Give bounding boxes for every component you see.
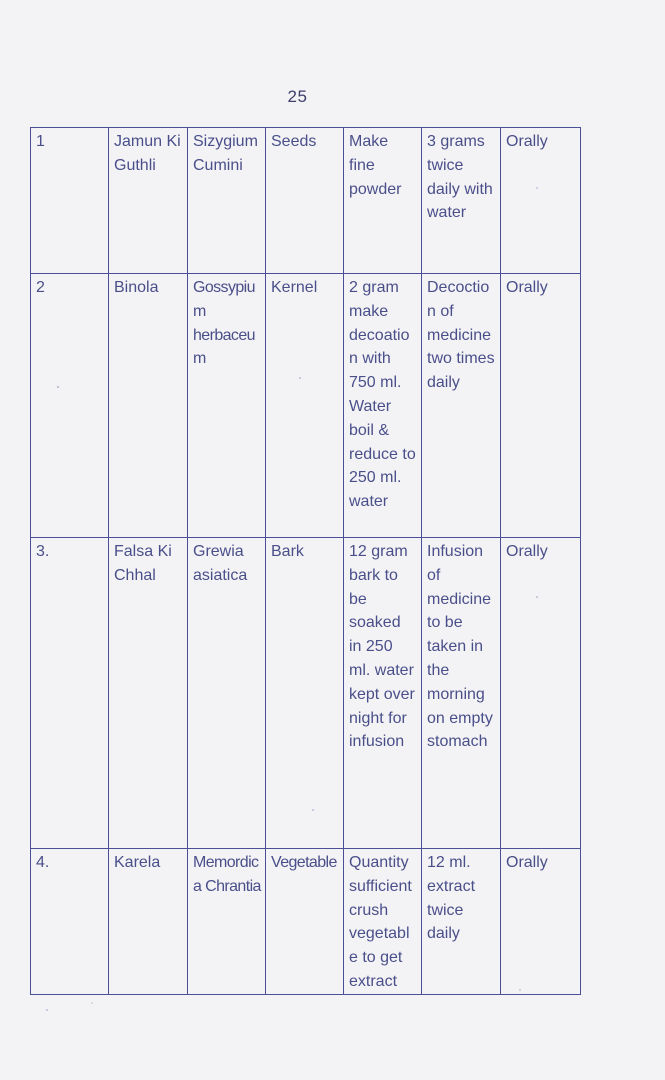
route-cell: Orally: [501, 538, 581, 849]
botanical-name-cell: Gossypium herbaceum: [188, 274, 266, 538]
dosage-cell: Decoction of medicine two times daily: [422, 274, 501, 538]
preparation-cell: Make fine powder: [344, 128, 422, 274]
local-name-cell: Jamun Ki Guthli: [109, 128, 188, 274]
table-row: [31, 849, 581, 995]
serial-number-cell: 2: [31, 274, 109, 538]
dosage-cell: 12 ml. extract twice daily: [422, 849, 501, 995]
botanical-name-cell: Memordica Chrantia: [188, 849, 266, 995]
botanical-name-cell: Sizygium Cumini: [188, 128, 266, 274]
serial-number-cell: 3.: [31, 538, 109, 849]
local-name-cell: Karela: [109, 849, 188, 995]
part-used-cell: Kernel: [266, 274, 344, 538]
dosage-cell: Infusion of medicine to be taken in the morning on empty stomach: [422, 538, 501, 849]
part-used-cell: Seeds: [266, 128, 344, 274]
route-cell: Orally: [501, 274, 581, 538]
table-row: [31, 538, 581, 849]
part-used-cell: Vegetable: [266, 849, 344, 995]
preparation-cell: 12 gram bark to be soaked in 250 ml. water kept over night for infusion: [344, 538, 422, 849]
serial-number-cell: 4.: [31, 849, 109, 995]
local-name-cell: Falsa Ki Chhal: [109, 538, 188, 849]
herbal-remedies-table: [30, 127, 581, 995]
route-cell: Orally: [501, 849, 581, 995]
preparation-cell: 2 gram make decoation with 750 ml. Water boil & reduce to 250 ml. water: [344, 274, 422, 538]
page-number: 25: [287, 87, 308, 106]
route-cell: Orally: [501, 128, 581, 274]
preparation-cell: Quantity sufficient crush vegetable to get extract: [344, 849, 422, 995]
local-name-cell: Binola: [109, 274, 188, 538]
part-used-cell: Bark: [266, 538, 344, 849]
table-row: [31, 128, 581, 274]
dosage-cell: 3 grams twice daily with water: [422, 128, 501, 274]
serial-number-cell: 1: [31, 128, 109, 274]
table-row: [31, 274, 581, 538]
botanical-name-cell: Grewia asiatica: [188, 538, 266, 849]
